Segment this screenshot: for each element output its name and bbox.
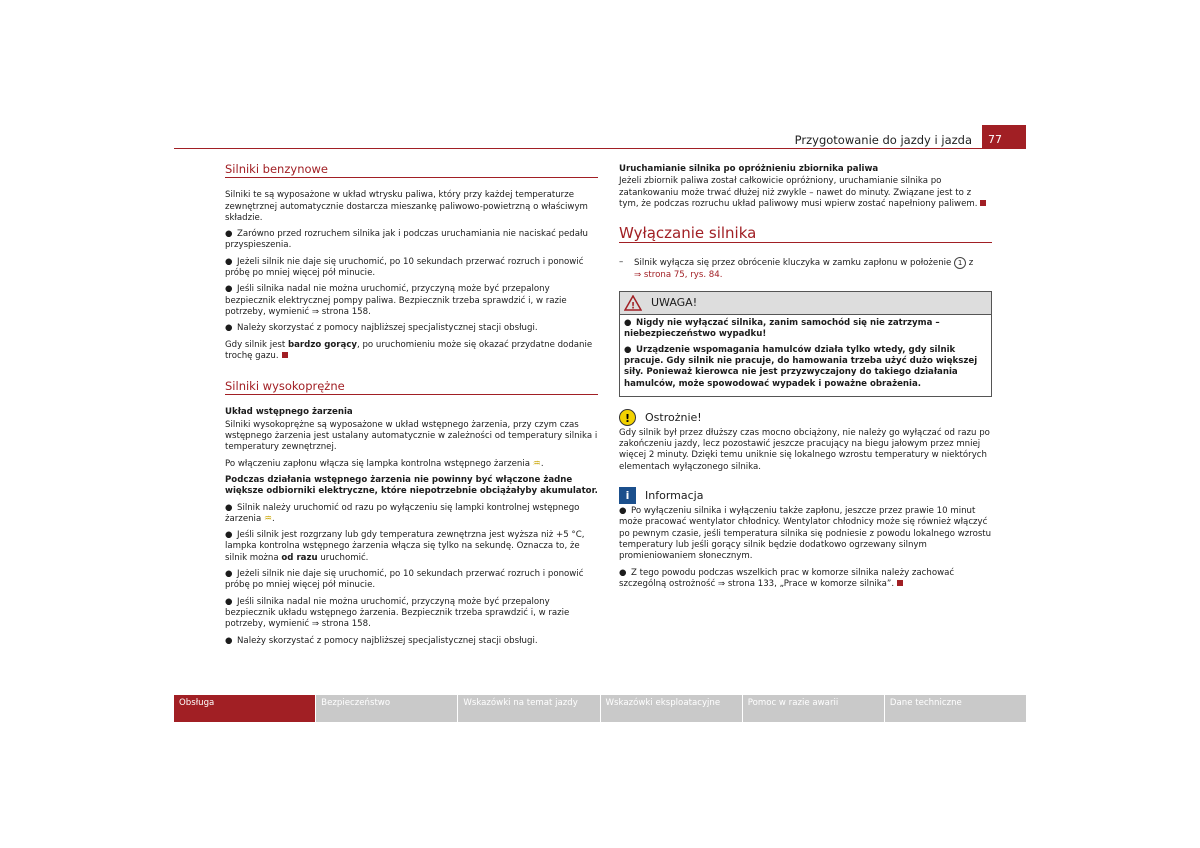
list-item: ● Zarówno przed rozruchem silnika jak i podczas uruchamiania nie naciskać pedału przyspieszenia. [225, 229, 588, 251]
caution-title: Ostrożnie! [645, 410, 702, 424]
list-item: ● Należy skorzystać z pomocy najbliższej specjalistycznej stacji obsługi. [225, 323, 538, 334]
left-column [225, 164, 598, 652]
list-item: ● Urządzenie wspomagania hamulców działa tylko wtedy, gdy silnik pracuje. Gdy silnik nie pracuje, do hamowania trzeba użyć dużo większej siły. Ponieważ kierowca nie jest przyzwyczajony do takiego działania hamulców, może spowodować wypadek i poważne obrażenia. [624, 344, 978, 389]
glow-plug-lamp-icon: ♒ [263, 513, 273, 524]
glow-plug-lamp-icon: ♒ [532, 458, 541, 469]
page-link[interactable]: ⇒ strona 75, rys. 84. [634, 269, 723, 280]
svg-text:!: ! [630, 301, 636, 312]
tab-obsluga[interactable]: Obsługa [174, 695, 315, 722]
diesel-lamp-line: Po włączeniu zapłonu włącza się lampka kontrolna wstępnego żarzenia ♒. [225, 458, 544, 469]
warning-triangle-icon [624, 295, 642, 311]
running-header: Przygotowanie do jazdy i jazda [794, 133, 972, 147]
tab-wskazowki-eksploatacyjne[interactable]: Wskazówki eksploatacyjne [601, 695, 742, 722]
end-mark-icon [282, 352, 288, 358]
right-column [619, 164, 992, 595]
section-heading-diesel: Silniki wysokoprężne [225, 381, 598, 395]
section-heading-petrol: Silniki benzynowe [225, 164, 598, 178]
shutdown-step: – Silnik wyłącza się przez obrócenie kluczyka w zamku zapłonu w położenie 1 z ⇒ strona 75, rys. 84. [619, 257, 974, 280]
caution-text: Gdy silnik był przez dłuższy czas mocno obciążony, nie należy go wyłączać od razu po zakończeniu jazdy, lecz pozostawić jeszcze pracujący na biegu jałowym przez mniej więcej 2 minuty. Dzięki temu uniknie się lokalnego wzrostu temperatury w niektórych elementach wyłączonego silnika. [619, 427, 990, 472]
tab-pomoc[interactable]: Pomoc w razie awarii [743, 695, 884, 722]
list-item: ● Należy skorzystać z pomocy najbliższej specjalistycznej stacji obsługi. [225, 635, 538, 646]
petrol-hot-note: Gdy silnik jest bardzo gorący, po uruchomieniu może się okazać przydatne dodanie trochę gazu. [225, 339, 593, 361]
diesel-subheading: Układ wstępnego żarzenia [225, 407, 353, 418]
list-item: ● Jeżeli silnik nie daje się uruchomić, po 10 sekundach przerwać rozruch i ponowić próbę po mniej więcej pół minucie. [225, 256, 584, 279]
list-item: ● Nigdy nie wyłączać silnika, zanim samochód się nie zatrzyma – niebezpieczeństwo wypadku! [624, 318, 940, 340]
page-number: 77 [982, 125, 1026, 149]
warning-title: UWAGA! [651, 296, 698, 310]
tab-dane-techniczne[interactable]: Dane techniczne [885, 695, 1026, 722]
warning-body [620, 315, 991, 396]
warning-header [620, 292, 991, 315]
list-item: ● Silnik należy uruchomić od razu po wyłączeniu się lampki kontrolnej wstępnego żarzenia ♒. [225, 502, 580, 524]
caution-header [619, 409, 992, 426]
empty-tank-heading: Uruchamianie silnika po opróżnieniu zbiornika paliwa [619, 164, 879, 174]
petrol-intro: Silniki te są wyposażone w układ wtrysku paliwa, który przy każdej temperaturze zewnętrznej automatycznie dostarcza mieszankę paliwowo-powietrzną o właściwym składzie. [225, 190, 588, 223]
info-header [619, 487, 992, 504]
list-item: ● Jeśli silnika nadal nie można uruchomić, przyczyną może być przepalony bezpiecznik układu wstępnego żarzenia. Bezpiecznik trzeba sprawdzić i, w razie potrzeby, wymienić ⇒ strona 158. [225, 596, 570, 630]
position-1-icon: 1 [954, 257, 966, 269]
info-icon: i [619, 487, 636, 504]
list-item: ● Jeżeli silnik nie daje się uruchomić, po 10 sekundach przerwać rozruch i ponowić próbę po mniej więcej pół minucie. [225, 569, 584, 591]
list-item: ● Jeśli silnika nadal nie można uruchomić, przyczyną może być przepalony bezpiecznik elektrycznej pompy paliwa. Bezpiecznik trzeba sprawdzić i, w razie potrzeby, wymienić ⇒ strona 158. [225, 284, 567, 317]
diesel-bold-note: Podczas działania wstępnego żarzenia nie powinny być włączone żadne większe odbiorniki elektryczne, które niepotrzebnie obciążałyby akumulator. [225, 474, 598, 497]
header-rule [174, 148, 1026, 149]
caution-icon: ! [619, 409, 636, 426]
end-mark-icon [897, 580, 903, 586]
warning-box [619, 291, 992, 397]
section-heading-shutdown: Wyłączanie silnika [619, 228, 992, 243]
diesel-intro: Silniki wysokoprężne są wyposażone w układ wstępnego żarzenia, przy czym czas wstępnego żarzenia jest ustalany automatycznie w zależności od temperatury silnika i temperatury zewnętrznej. [225, 419, 598, 453]
list-item: ● Jeśli silnik jest rozgrzany lub gdy temperatura zewnętrzna jest wyższa niż +5 °C, lampka kontrolna wstępnego żarzenia włącza się tylko na sekundę. Oznacza to, że silnik można od razu uruchomić. [225, 530, 585, 563]
list-item: ● Po wyłączeniu silnika i wyłączeniu także zapłonu, jeszcze przez prawie 10 minut może pracować wentylator chłodnicy. Wentylator chłodnicy może się również włączyć po pewnym czasie, jeśli temperatura silnika się podniesie z powodu lokalnego wzrostu temperatury lub jeśli gorący silnik będzie dodatkowo ogrzewany silnym promieniowaniem słonecznym. [619, 506, 992, 562]
list-item: ● Z tego powodu podczas wszelkich prac w komorze silnika należy zachować szczególną ostrożność ⇒ strona 133, „Prace w komorze silnika”. [619, 567, 955, 589]
chapter-tabs [174, 695, 1026, 722]
tab-wskazowki-jazdy[interactable]: Wskazówki na temat jazdy [458, 695, 599, 722]
tab-bezpieczenstwo[interactable]: Bezpieczeństwo [316, 695, 457, 722]
end-mark-icon [980, 200, 986, 206]
info-title: Informacja [645, 488, 704, 502]
empty-tank-text: Jeżeli zbiornik paliwa został całkowicie opróżniony, uruchamianie silnika po zatankowaniu może trwać dłużej niż zwykle – nawet do minuty. Związane jest to z tym, że podczas rozruchu układ paliwowy musi wpierw zostać napełniony paliwem. [619, 176, 992, 210]
